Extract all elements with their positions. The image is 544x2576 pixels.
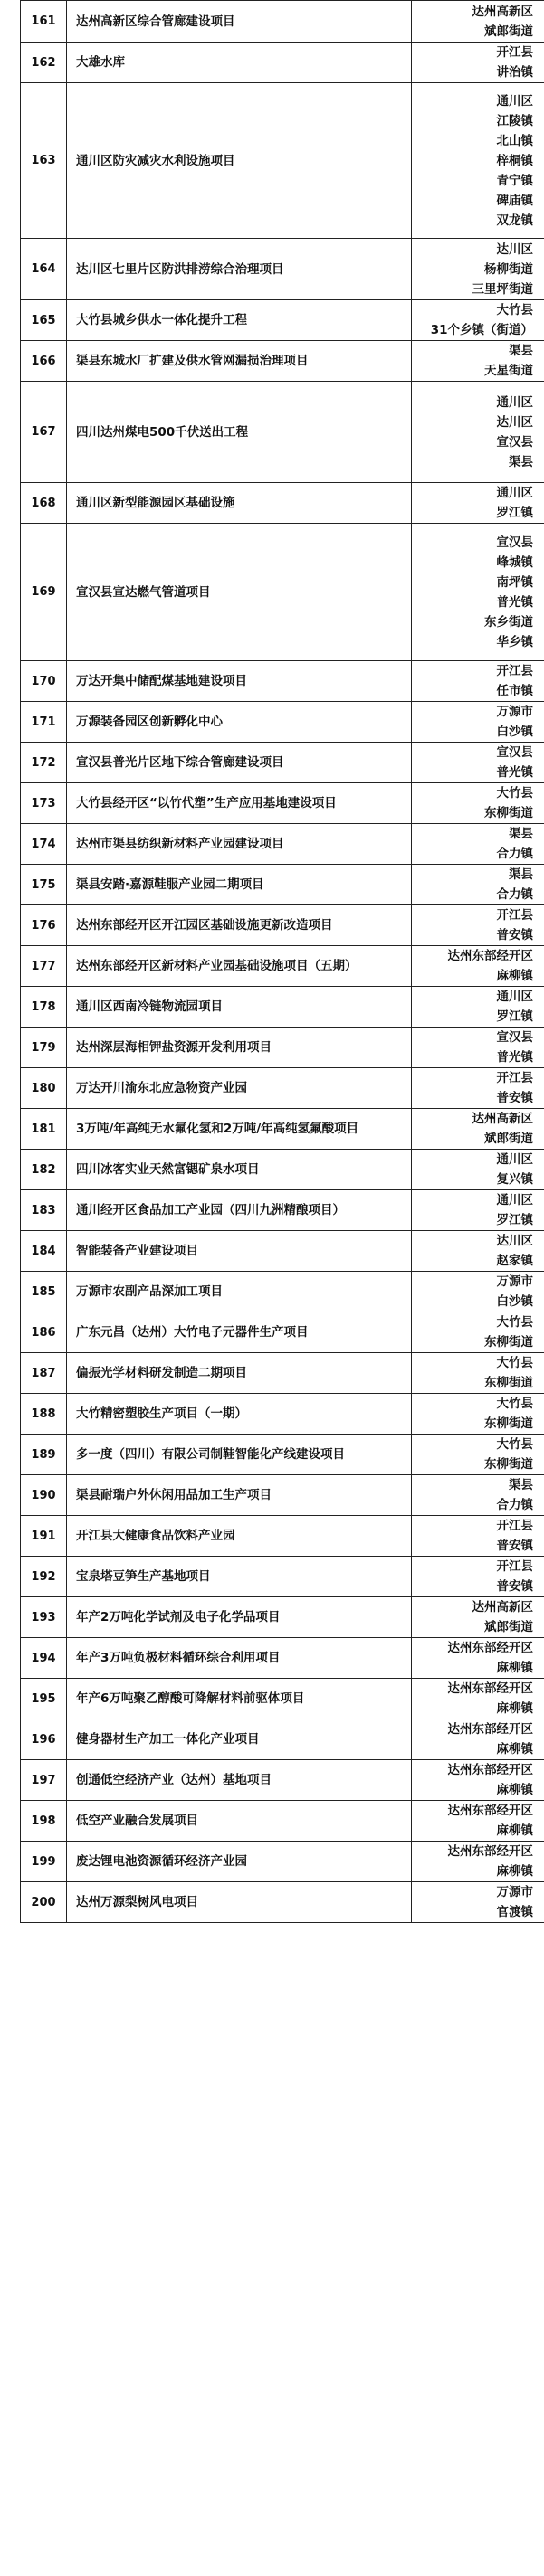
project-name: 大竹精密塑胶生产项目（一期） [67,1394,412,1435]
project-name: 通川经开区食品加工产业园（四川九洲精酿项目） [67,1190,412,1231]
project-name: 达州东部经开区开江园区基础设施更新改造项目 [67,905,412,946]
table-row [21,783,544,824]
table-row [21,341,544,382]
project-name: 多一度（四川）有限公司制鞋智能化产线建设项目 [67,1435,412,1475]
table-row [21,905,544,946]
project-name: 通川区西南冷链物流园项目 [67,987,412,1028]
project-location [412,1150,544,1190]
project-location [412,300,544,341]
project-number: 174 [21,824,67,865]
project-location [412,1068,544,1109]
location-line: 达州东部经开区 [447,949,533,963]
location-line: 合力镇 [496,887,533,902]
location-line: 开江县 [496,45,533,60]
project-name: 达州深层海相钾盐资源开发利用项目 [67,1028,412,1068]
project-name: 渠县耐瑞户外休闲用品加工生产项目 [67,1475,412,1516]
location-line: 通川区 [496,486,533,500]
location-line: 宣汉县 [496,535,533,550]
project-location [412,1516,544,1557]
location-line: 大竹县 [496,303,533,317]
table-row [21,743,544,783]
location-line: 达州东部经开区 [447,1804,533,1818]
project-table-sheet [20,0,533,1923]
project-location [412,239,544,300]
project-location [412,1272,544,1312]
location-line: 合力镇 [496,1498,533,1512]
location-line: 天星街道 [484,364,533,378]
table-row [21,300,544,341]
location-line: 罗江镇 [496,1009,533,1024]
project-location [412,824,544,865]
project-name: 达州东部经开区新材料产业园基础设施项目（五期） [67,946,412,987]
project-location [412,1475,544,1516]
table-row [21,661,544,702]
table-row [21,1,544,43]
project-location [412,341,544,382]
location-line: 开江县 [496,1071,533,1085]
project-name: 四川达州煤电500千伏送出工程 [67,382,412,483]
location-line: 通川区 [496,1193,533,1208]
table-row [21,824,544,865]
location-line: 北山镇 [496,133,533,148]
project-location [412,1638,544,1679]
project-location [412,987,544,1028]
location-line: 罗江镇 [496,506,533,520]
location-line: 讲治镇 [496,65,533,80]
project-number: 163 [21,83,67,239]
location-line: 大竹县 [496,1397,533,1411]
location-line: 江陵镇 [496,113,533,128]
location-line: 大竹县 [496,1356,533,1370]
location-line: 普光镇 [496,594,533,610]
location-line: 达州东部经开区 [447,1681,533,1696]
project-name: 健身器材生产加工一体化产业项目 [67,1719,412,1760]
location-line: 东柳街道 [484,1335,533,1350]
location-line: 南坪镇 [496,574,533,590]
table-row [21,1190,544,1231]
project-name: 四川冰客实业天然富锶矿泉水项目 [67,1150,412,1190]
table-row [21,239,544,300]
project-location [412,1842,544,1882]
project-number: 189 [21,1435,67,1475]
location-line: 任市镇 [496,684,533,698]
location-line: 东柳街道 [484,1457,533,1472]
project-name: 万达开集中储配煤基地建设项目 [67,661,412,702]
table-row [21,43,544,83]
project-number: 162 [21,43,67,83]
project-name: 创通低空经济产业（达州）基地项目 [67,1760,412,1801]
project-location [412,1557,544,1597]
location-line: 三里坪街道 [472,281,533,297]
location-line: 宣汉县 [496,745,533,760]
project-location [412,783,544,824]
project-number: 181 [21,1109,67,1150]
table-row [21,1028,544,1068]
location-line: 大竹县 [496,1437,533,1452]
location-line: 麻柳镇 [496,1783,533,1797]
project-number: 196 [21,1719,67,1760]
project-name: 智能装备产业建设项目 [67,1231,412,1272]
project-name: 通川区防灾减灾水利设施项目 [67,83,412,239]
table-row [21,1150,544,1190]
location-line: 大竹县 [496,786,533,800]
location-line: 达州东部经开区 [447,1641,533,1655]
project-number: 195 [21,1679,67,1719]
table-row [21,1272,544,1312]
location-line: 万源市 [496,1885,533,1899]
location-line: 斌郎街道 [484,1132,533,1146]
location-line: 普安镇 [496,928,533,942]
location-line: 达州东部经开区 [447,1722,533,1737]
table-row [21,1353,544,1394]
project-location [412,382,544,483]
project-location [412,43,544,83]
project-number: 165 [21,300,67,341]
location-line: 通川区 [496,990,533,1004]
project-name: 大雄水库 [67,43,412,83]
project-number: 177 [21,946,67,987]
location-line: 普光镇 [496,1050,533,1065]
location-line: 大竹县 [496,1315,533,1330]
project-name: 大竹县城乡供水一体化提升工程 [67,300,412,341]
table-row [21,1231,544,1272]
project-number: 167 [21,382,67,483]
location-line: 达州高新区 [472,1112,533,1126]
project-number: 184 [21,1231,67,1272]
location-line: 万源市 [496,1274,533,1289]
location-line: 麻柳镇 [496,1742,533,1757]
project-location [412,83,544,239]
project-number: 171 [21,702,67,743]
project-location [412,1719,544,1760]
project-number: 197 [21,1760,67,1801]
location-line: 渠县 [509,827,533,841]
project-number: 176 [21,905,67,946]
project-name: 通川区新型能源园区基础设施 [67,483,412,524]
location-line: 渠县 [509,1478,533,1492]
location-line: 31个乡镇（街道） [430,323,533,337]
project-location [412,743,544,783]
location-line: 麻柳镇 [496,1661,533,1675]
project-number: 169 [21,524,67,661]
project-number: 175 [21,865,67,905]
project-location [412,702,544,743]
project-location [412,661,544,702]
project-location [412,1679,544,1719]
project-name: 3万吨/年高纯无水氟化氢和2万吨/年高纯氢氟酸项目 [67,1109,412,1150]
location-line: 达州高新区 [472,1600,533,1615]
location-line: 碑庙镇 [496,193,533,208]
project-number: 178 [21,987,67,1028]
location-line: 双龙镇 [496,213,533,228]
project-name: 宝泉塔豆笋生产基地项目 [67,1557,412,1597]
project-location [412,483,544,524]
project-name: 达州高新区综合管廊建设项目 [67,1,412,43]
project-location [412,865,544,905]
project-location [412,1760,544,1801]
project-name: 宣汉县宣达燃气管道项目 [67,524,412,661]
table-row [21,1679,544,1719]
project-location [412,1353,544,1394]
table-row [21,483,544,524]
project-number: 186 [21,1312,67,1353]
location-line: 普光镇 [496,765,533,780]
table-row [21,1842,544,1882]
project-table-body [21,1,544,1923]
location-line: 合力镇 [496,847,533,861]
project-name: 废达锂电池资源循环经济产业园 [67,1842,412,1882]
project-location [412,524,544,661]
project-name: 宣汉县普光片区地下综合管廊建设项目 [67,743,412,783]
table-row [21,987,544,1028]
project-number: 192 [21,1557,67,1597]
project-name: 达川区七里片区防洪排涝综合治理项目 [67,239,412,300]
location-line: 开江县 [496,664,533,678]
project-name: 年产2万吨化学试剂及电子化学品项目 [67,1597,412,1638]
location-line: 青宁镇 [496,173,533,188]
table-row [21,1394,544,1435]
project-number: 161 [21,1,67,43]
location-line: 开江县 [496,1519,533,1533]
location-line: 罗江镇 [496,1213,533,1227]
location-line: 东柳街道 [484,806,533,820]
table-row [21,1435,544,1475]
table-row [21,382,544,483]
location-line: 东柳街道 [484,1376,533,1390]
project-number: 166 [21,341,67,382]
project-number: 190 [21,1475,67,1516]
location-line: 峰城镇 [496,554,533,570]
location-line: 东乡街道 [484,614,533,630]
table-row [21,865,544,905]
table-row [21,524,544,661]
project-number: 193 [21,1597,67,1638]
table-row [21,1638,544,1679]
project-number: 180 [21,1068,67,1109]
project-number: 185 [21,1272,67,1312]
location-line: 麻柳镇 [496,1823,533,1838]
project-location [412,1394,544,1435]
project-name: 达州市渠县纺织新材料产业园建设项目 [67,824,412,865]
table-row [21,1475,544,1516]
project-name: 万源装备园区创新孵化中心 [67,702,412,743]
location-line: 达州高新区 [472,4,533,19]
location-line: 通川区 [496,394,533,410]
table-row [21,1760,544,1801]
location-line: 开江县 [496,1559,533,1574]
project-name: 万达开川渝东北应急物资产业园 [67,1068,412,1109]
project-number: 191 [21,1516,67,1557]
project-name: 万源市农副产品深加工项目 [67,1272,412,1312]
table-row [21,1109,544,1150]
location-line: 麻柳镇 [496,1701,533,1716]
table-row [21,1068,544,1109]
project-name: 年产3万吨负极材料循环综合利用项目 [67,1638,412,1679]
project-location [412,1801,544,1842]
project-number: 200 [21,1882,67,1923]
table-row [21,1312,544,1353]
location-line: 渠县 [509,344,533,358]
location-line: 普安镇 [496,1539,533,1553]
table-row [21,1597,544,1638]
location-line: 达州东部经开区 [447,1763,533,1777]
project-name: 渠县东城水厂扩建及供水管网漏损治理项目 [67,341,412,382]
project-number: 188 [21,1394,67,1435]
project-location [412,905,544,946]
location-line: 官渡镇 [496,1905,533,1919]
location-line: 达川区 [496,242,533,257]
table-row [21,1719,544,1760]
project-location [412,1882,544,1923]
table-row [21,1557,544,1597]
location-line: 普安镇 [496,1091,533,1105]
location-line: 渠县 [509,867,533,882]
project-number: 183 [21,1190,67,1231]
location-line: 赵家镇 [496,1254,533,1268]
table-row [21,702,544,743]
location-line: 通川区 [496,93,533,109]
table-row [21,1882,544,1923]
project-number: 164 [21,239,67,300]
location-line: 复兴镇 [496,1172,533,1187]
project-name: 低空产业融合发展项目 [67,1801,412,1842]
table-row [21,1801,544,1842]
location-line: 达州东部经开区 [447,1844,533,1859]
project-location [412,1,544,43]
location-line: 宣汉县 [496,1030,533,1045]
project-name: 达州万源梨树风电项目 [67,1882,412,1923]
project-number: 182 [21,1150,67,1190]
location-line: 梓桐镇 [496,153,533,168]
project-location [412,1109,544,1150]
table-row [21,946,544,987]
project-number: 187 [21,1353,67,1394]
project-location [412,1435,544,1475]
table-row [21,1516,544,1557]
location-line: 白沙镇 [496,724,533,739]
project-number: 170 [21,661,67,702]
project-number: 168 [21,483,67,524]
project-name: 偏振光学材料研发制造二期项目 [67,1353,412,1394]
location-line: 开江县 [496,908,533,923]
location-line: 达川区 [496,414,533,430]
project-name: 大竹县经开区“以竹代塑”生产应用基地建设项目 [67,783,412,824]
project-location [412,1231,544,1272]
project-number: 172 [21,743,67,783]
project-location [412,1312,544,1353]
project-name: 年产6万吨聚乙醇酸可降解材料前驱体项目 [67,1679,412,1719]
project-name: 渠县安踏·嘉源鞋服产业园二期项目 [67,865,412,905]
project-number: 173 [21,783,67,824]
location-line: 麻柳镇 [496,1864,533,1879]
location-line: 东柳街道 [484,1416,533,1431]
project-number: 198 [21,1801,67,1842]
location-line: 渠县 [509,454,533,469]
location-line: 宣汉县 [496,434,533,450]
project-table [20,0,544,1923]
project-name: 开江县大健康食品饮料产业园 [67,1516,412,1557]
project-location [412,946,544,987]
project-number: 179 [21,1028,67,1068]
location-line: 斌郎街道 [484,1620,533,1634]
project-number: 194 [21,1638,67,1679]
location-line: 万源市 [496,705,533,719]
project-name: 广东元昌（达州）大竹电子元器件生产项目 [67,1312,412,1353]
location-line: 杨柳街道 [484,261,533,277]
location-line: 普安镇 [496,1579,533,1594]
project-number: 199 [21,1842,67,1882]
location-line: 达川区 [496,1234,533,1248]
project-location [412,1190,544,1231]
location-line: 麻柳镇 [496,969,533,983]
project-location [412,1028,544,1068]
location-line: 华乡镇 [496,634,533,649]
project-location [412,1597,544,1638]
location-line: 白沙镇 [496,1294,533,1309]
table-row [21,83,544,239]
location-line: 通川区 [496,1152,533,1167]
location-line: 斌郎街道 [484,24,533,39]
